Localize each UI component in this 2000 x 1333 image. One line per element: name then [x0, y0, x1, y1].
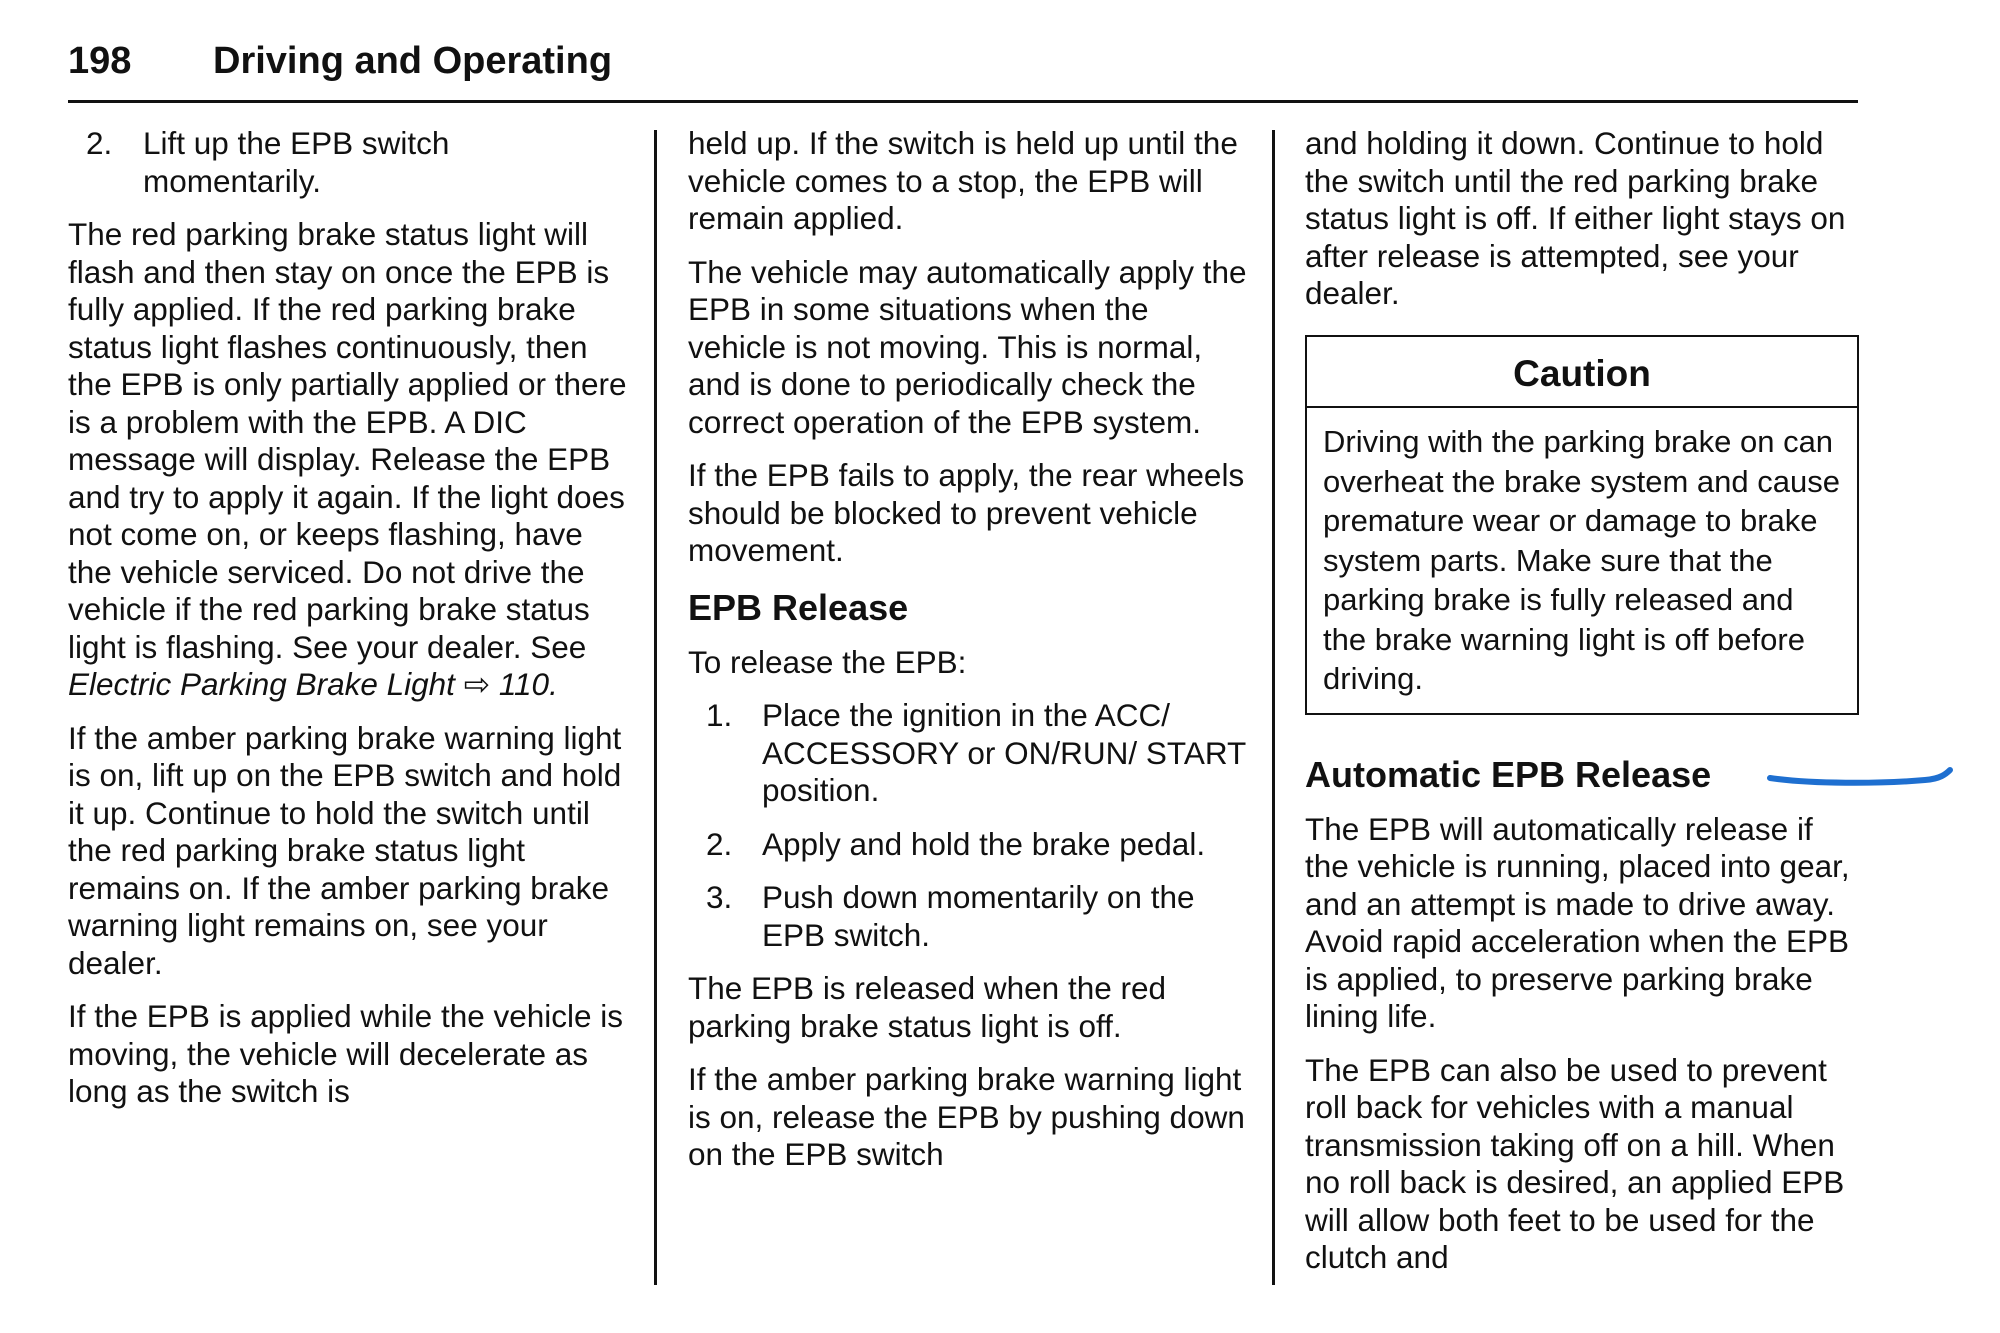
list-text: Apply and hold the brake pedal. — [762, 825, 1206, 862]
paragraph: To release the EPB: — [688, 643, 967, 680]
paragraph: The vehicle may automatically apply the EPB in some situations when the vehicle is not moving. This is normal, and is done to periodically check the correct operation of the EPB system. — [688, 253, 1247, 440]
paragraph: If the EPB fails to apply, the rear wheels should be blocked to prevent vehicle movement. — [688, 457, 1245, 568]
list-item — [68, 125, 628, 200]
page-header — [68, 34, 1858, 103]
caution-box — [1305, 335, 1859, 715]
list-item — [688, 697, 1248, 810]
paragraph: held up. If the switch is held up until the vehicle comes to a stop, the EPB will remain applied. — [688, 125, 1238, 236]
cross-reference-link[interactable]: Electric Parking Brake Light — [68, 666, 455, 702]
pen-annotation-stroke — [1760, 760, 1960, 800]
column-divider-1 — [654, 130, 657, 1285]
column-3 — [1305, 125, 1865, 1293]
paragraph: If the amber parking brake warning light is on, release the EPB by pushing down on the EPB switch — [688, 1061, 1245, 1172]
page-number: 198 — [68, 40, 132, 82]
reference-end: . — [549, 666, 558, 702]
list-item — [688, 826, 1248, 864]
caution-title: Caution — [1307, 337, 1857, 409]
section-title: Driving and Operating — [213, 40, 613, 82]
annotation-stroke-path — [1770, 770, 1950, 783]
paragraph: If the amber parking brake warning light is on, lift up on the EPB switch and hold it up. Continue to hold the switch until the red parking brake status light remains on. If the amber parking brake warning light remains on, see your dealer. — [68, 719, 622, 981]
caution-body: Driving with the parking brake on can overheat the brake system and cause premature wear or damage to brake system parts. Make sure that the parking brake is fully released and the brake warning light is off before driving. — [1323, 424, 1840, 696]
list-number: 2. — [706, 825, 733, 862]
paragraph — [68, 216, 628, 704]
paragraph: The EPB will automatically release if the vehicle is running, placed into gear, and an attempt is made to drive away. Avoid rapid acceleration when the EPB is applied, to preserve parking brake lining life. — [1305, 810, 1850, 1034]
paragraph: The EPB is released when the red parking brake status light is off. — [688, 970, 1167, 1044]
arrow-right-icon: ⇨ — [463, 666, 491, 702]
column-1 — [68, 125, 628, 1127]
paragraph: and holding it down. Continue to hold the switch until the red parking brake status light is off. If either light stays on after release is attempted, see your dealer. — [1305, 125, 1846, 311]
column-2 — [688, 125, 1248, 1190]
paragraph: If the EPB is applied while the vehicle is moving, the vehicle will decelerate as long as the switch is — [68, 998, 624, 1109]
reference-page: 110 — [498, 666, 550, 702]
list-text: Place the ignition in the ACC/ ACCESSORY or ON/RUN/ START position. — [762, 697, 1246, 808]
list-number: 2. — [86, 125, 113, 161]
list-text: Lift up the EPB switch momentarily. — [143, 125, 450, 199]
epb-release-heading: EPB Release — [688, 586, 909, 628]
list-number: 1. — [706, 697, 733, 733]
list-item — [688, 879, 1248, 954]
column-divider-2 — [1272, 130, 1275, 1285]
paragraph: The EPB can also be used to prevent roll back for vehicles with a manual transmission taking off on a hill. When no roll back is desired, an applied EPB will allow both feet to be used for the clutch and — [1305, 1051, 1845, 1275]
list-number: 3. — [706, 879, 733, 915]
automatic-epb-release-heading: Automatic EPB Release — [1305, 753, 1712, 795]
list-text: Push down momentarily on the EPB switch. — [762, 879, 1195, 953]
paragraph-text: The red parking brake status light will flash and then stay on once the EPB is fully applied. If the red parking brake status light flashes continuously, then the EPB is only partially applied or there is a problem with the EPB. A DIC message will display. Release the EPB and try to apply it again. If the light does not come on, or keeps flashing, have the vehicle serviced. Do not drive the vehicle if the red parking brake status light is flashing. See your dealer. See — [68, 216, 627, 665]
